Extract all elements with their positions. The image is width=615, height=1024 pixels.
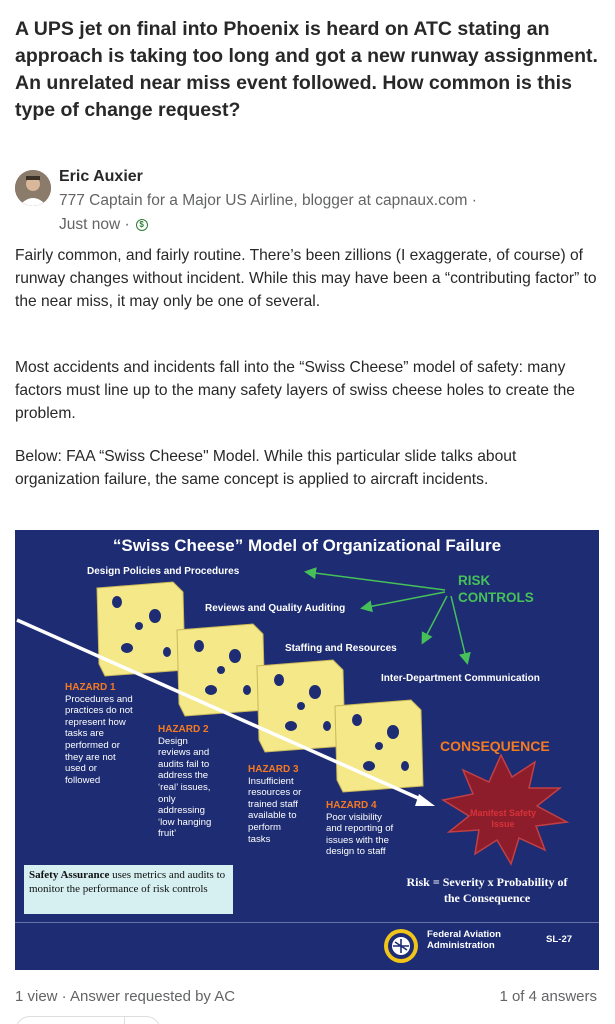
hazard-line: design to staff <box>326 846 386 858</box>
hazard-line: issues with the <box>326 834 389 846</box>
hazard-arrow-head <box>415 794 435 806</box>
risk-controls-label <box>458 572 534 606</box>
hazard-line: followed <box>65 774 101 786</box>
view-count-and-request[interactable]: 1 view · Answer requested by AC <box>15 988 236 1005</box>
cheese-slice-3 <box>257 660 345 752</box>
hazard-line: represent how <box>65 716 126 728</box>
hazard-line: available to <box>248 810 297 822</box>
hazard-line: reviews and <box>158 747 210 759</box>
hazard-title: HAZARD 2 <box>158 724 209 735</box>
faa-name <box>427 929 501 951</box>
faa-line: Federal Aviation <box>427 929 501 940</box>
answer-position: 1 of 4 answers <box>499 988 597 1005</box>
author-avatar[interactable] <box>15 170 51 206</box>
answer-timestamp <box>59 216 148 234</box>
hazard-line: address the <box>158 770 209 782</box>
author-credential[interactable]: 777 Captain for a Major US Airline, blogger at capnaux.com · <box>59 192 477 209</box>
answer-paragraph: Most accidents and incidents fall into the “Swiss Cheese” model of safety: many factors must line up to the many safety layers of swiss cheese holes to create the problem. <box>15 359 575 422</box>
safety-assurance-text: uses metrics and audits to monitor the performance of risk controls <box>29 869 226 895</box>
hazard-title: HAZARD 3 <box>248 764 299 775</box>
swiss-cheese-slide[interactable] <box>15 530 599 970</box>
label-interdepartment-communication: Inter-Department Communication <box>381 673 540 684</box>
label-staffing-resources: Staffing and Resources <box>285 643 397 654</box>
hazard-title: HAZARD 4 <box>326 800 377 811</box>
cheese-slice-2 <box>177 624 265 716</box>
risk-formula-line: the Consequence <box>443 891 531 905</box>
hazard-line: tasks are <box>65 728 104 740</box>
hazard-line: used or <box>65 763 97 775</box>
faa-line: Administration <box>427 940 495 951</box>
risk-controls-line: CONTROLS <box>458 590 534 605</box>
author-block <box>15 168 605 236</box>
hazard-line: ‘low hanging <box>158 816 212 828</box>
hazard-line: audits fail to <box>158 758 210 770</box>
dollar-icon: $ <box>136 219 148 231</box>
hazard-line: and reporting of <box>326 823 394 835</box>
hazard-line: resources or <box>248 787 302 799</box>
hazard-line: perform <box>248 821 282 833</box>
hazard-line: they are not <box>65 751 116 763</box>
hazard-line: practices do not <box>65 705 133 717</box>
question-title[interactable]: A UPS jet on final into Phoenix is heard on ATC stating an approach is taking too long and got a new runway assignment. An unrelated near miss event followed. How common is this type of change request? <box>15 18 598 121</box>
hazard-line: addressing <box>158 805 205 817</box>
risk-formula-line: Risk = Severity x Probability of <box>406 875 568 889</box>
risk-formula <box>387 874 587 906</box>
hazard-line: trained staff <box>248 798 298 810</box>
slide-id: SL-27 <box>546 934 573 945</box>
label-reviews-auditing: Reviews and Quality Auditing <box>205 603 346 614</box>
hazard-line: Insufficient <box>248 775 294 787</box>
hazard-line: Poor visibility <box>326 811 382 823</box>
hazard-4 <box>326 800 393 858</box>
hazard-line: Procedures and <box>65 693 133 705</box>
hazard-3 <box>248 764 301 845</box>
hazard-line: fruit’ <box>158 828 177 840</box>
hazard-line: only <box>158 793 176 805</box>
label-design-policies: Design Policies and Procedures <box>87 566 240 577</box>
risk-controls-line: RISK <box>458 573 491 588</box>
risk-arrow <box>363 592 445 608</box>
hazard-line: performed or <box>65 739 120 751</box>
risk-arrow <box>423 596 447 642</box>
slide-title: “Swiss Cheese” Model of Organizational Failure <box>112 536 502 555</box>
answer-paragraph: Fairly common, and fairly routine. There’s been zillions (I exaggerate, of course) of runway changes without incident. While this may have been a “contributing factor” to the near miss, it may only be one of several. <box>15 247 597 310</box>
author-name[interactable]: Eric Auxier <box>59 168 143 185</box>
hazard-line: ‘real’ issues, <box>158 781 211 793</box>
manifest-safety-issue-label <box>463 808 543 830</box>
slide-footer <box>15 922 599 970</box>
cheese-slice-4 <box>335 700 423 792</box>
safety-assurance-box <box>24 865 233 914</box>
hazard-title: HAZARD 1 <box>65 682 116 693</box>
safety-assurance-heading: Safety Assurance <box>29 869 110 881</box>
vote-divider <box>124 1017 125 1024</box>
hazard-line: tasks <box>248 833 271 845</box>
hazard-2 <box>158 724 211 840</box>
manifest-line: Issue <box>491 819 515 829</box>
risk-arrow <box>307 572 445 590</box>
consequence-label: CONSEQUENCE <box>440 738 550 754</box>
manifest-line: Manifest Safety <box>469 808 537 818</box>
faa-seal-icon <box>383 928 419 964</box>
timestamp-text[interactable]: Just now · <box>59 216 130 233</box>
hazard-line: Design <box>158 735 188 747</box>
answer-paragraph: Below: FAA “Swiss Cheese" Model. While this particular slide talks about organization failure, the same concept is applied to aircraft incidents. <box>15 448 517 488</box>
hazard-1 <box>65 682 133 786</box>
vote-button-group[interactable] <box>15 1016 161 1024</box>
